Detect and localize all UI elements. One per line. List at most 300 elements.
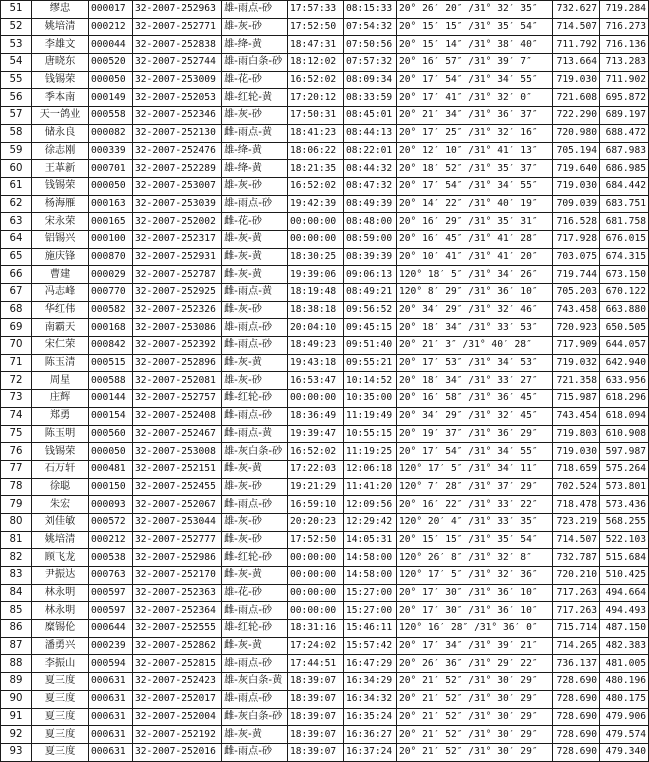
rank-cell: 59	[1, 142, 32, 160]
pigeon-description-cell: 雄-雨点-砂	[222, 319, 288, 337]
pigeon-description-cell: 雌-灰-黄	[222, 637, 288, 655]
rank-cell: 77	[1, 460, 32, 478]
pigeon-description-cell: 雌-灰-黄	[222, 248, 288, 266]
distance-cell: 709.039	[553, 195, 600, 213]
rank-cell: 63	[1, 213, 32, 231]
pigeon-description-cell: 雌-雨点-砂	[222, 743, 288, 761]
table-row	[1, 478, 649, 496]
distance-cell: 711.792	[553, 36, 600, 54]
coordinates-cell: 20° 18′ 52″ /31° 35′ 37″	[397, 160, 553, 178]
pigeon-description-cell: 雄-红轮-砂	[222, 620, 288, 638]
pigeon-description-cell: 雌-花-砂	[222, 213, 288, 231]
basket-time-cell: 19:21:29	[288, 478, 344, 496]
pigeon-description-cell: 雄-雨点-砂	[222, 1, 288, 19]
table-row	[1, 690, 649, 708]
pigeon-description-cell: 雌-灰-砂	[222, 531, 288, 549]
basket-time-cell: 00:00:00	[288, 390, 344, 408]
basket-time-cell: 17:44:51	[288, 655, 344, 673]
basket-time-cell: 00:00:00	[288, 584, 344, 602]
coordinates-cell: 20° 19′ 37″ /31° 36′ 29″	[397, 425, 553, 443]
ring-number-cell: 32-2007-252130	[133, 124, 222, 142]
member-id-cell: 000631	[89, 673, 133, 691]
coordinates-cell: 20° 21′ 52″ /31° 30′ 29″	[397, 743, 553, 761]
table-row	[1, 230, 649, 248]
basket-time-cell: 00:00:00	[288, 230, 344, 248]
ring-number-cell: 32-2007-253044	[133, 513, 222, 531]
owner-name-cell: 缪忠	[32, 1, 89, 19]
member-id-cell: 000597	[89, 584, 133, 602]
owner-name-cell: 糜锡伦	[32, 620, 89, 638]
speed-cell: 573.436	[600, 496, 649, 514]
basket-time-cell: 20:04:10	[288, 319, 344, 337]
arrival-time-cell: 08:44:13	[344, 124, 397, 142]
owner-name-cell: 徐志刚	[32, 142, 89, 160]
coordinates-cell: 20° 21′ 52″ /31° 30′ 29″	[397, 673, 553, 691]
arrival-time-cell: 16:47:29	[344, 655, 397, 673]
owner-name-cell: 夏三度	[32, 743, 89, 761]
arrival-time-cell: 07:57:32	[344, 54, 397, 72]
arrival-time-cell: 08:15:33	[344, 1, 397, 19]
distance-cell: 728.690	[553, 690, 600, 708]
member-id-cell: 000701	[89, 160, 133, 178]
arrival-time-cell: 10:55:15	[344, 425, 397, 443]
basket-time-cell: 18:39:07	[288, 690, 344, 708]
speed-cell: 644.057	[600, 337, 649, 355]
ring-number-cell: 32-2007-252787	[133, 266, 222, 284]
ring-number-cell: 32-2007-252053	[133, 89, 222, 107]
rank-cell: 64	[1, 230, 32, 248]
table-row	[1, 337, 649, 355]
coordinates-cell: 20° 15′ 15″ /31° 35′ 54″	[397, 18, 553, 36]
member-id-cell: 000044	[89, 36, 133, 54]
coordinates-cell: 20° 15′ 15″ /31° 35′ 54″	[397, 531, 553, 549]
arrival-time-cell: 08:33:59	[344, 89, 397, 107]
distance-cell: 717.909	[553, 337, 600, 355]
rank-cell: 53	[1, 36, 32, 54]
arrival-time-cell: 10:35:00	[344, 390, 397, 408]
ring-number-cell: 32-2007-252744	[133, 54, 222, 72]
ring-number-cell: 32-2007-252896	[133, 354, 222, 372]
basket-time-cell: 18:38:18	[288, 301, 344, 319]
arrival-time-cell: 07:50:56	[344, 36, 397, 54]
speed-cell: 618.094	[600, 407, 649, 425]
coordinates-cell: 20° 17′ 34″ /31° 39′ 21″	[397, 637, 553, 655]
ring-number-cell: 32-2007-252555	[133, 620, 222, 638]
speed-cell: 575.264	[600, 460, 649, 478]
distance-cell: 732.627	[553, 1, 600, 19]
arrival-time-cell: 12:09:56	[344, 496, 397, 514]
arrival-time-cell: 08:22:01	[344, 142, 397, 160]
speed-cell: 482.383	[600, 637, 649, 655]
coordinates-cell: 20° 17′ 54″ /31° 34′ 55″	[397, 443, 553, 461]
pigeon-description-cell: 雄-绛-黄	[222, 142, 288, 160]
coordinates-cell: 20° 17′ 54″ /31° 34′ 55″	[397, 71, 553, 89]
rank-cell: 71	[1, 354, 32, 372]
ring-number-cell: 32-2007-252081	[133, 372, 222, 390]
member-id-cell: 000149	[89, 89, 133, 107]
speed-cell: 689.197	[600, 107, 649, 125]
member-id-cell: 000631	[89, 708, 133, 726]
rank-cell: 93	[1, 743, 32, 761]
coordinates-cell: 20° 21′ 52″ /31° 30′ 29″	[397, 690, 553, 708]
owner-name-cell: 陈玉明	[32, 425, 89, 443]
coordinates-cell: 20° 34′ 29″ /31° 32′ 45″	[397, 407, 553, 425]
coordinates-cell: 120° 8′ 29″ /31° 36′ 10″	[397, 284, 553, 302]
distance-cell: 719.744	[553, 266, 600, 284]
owner-name-cell: 钱锡荣	[32, 177, 89, 195]
distance-cell: 719.030	[553, 177, 600, 195]
basket-time-cell: 17:57:33	[288, 1, 344, 19]
ring-number-cell: 32-2007-252346	[133, 107, 222, 125]
ring-number-cell: 32-2007-252476	[133, 142, 222, 160]
coordinates-cell: 120° 16′ 28″ /31° 36′ 0″	[397, 620, 553, 638]
ring-number-cell: 32-2007-252467	[133, 425, 222, 443]
rank-cell: 83	[1, 567, 32, 585]
pigeon-description-cell: 雄-灰-砂	[222, 107, 288, 125]
owner-name-cell: 天一鸽业	[32, 107, 89, 125]
pigeon-description-cell: 雄-红轮-黄	[222, 89, 288, 107]
rank-cell: 72	[1, 372, 32, 390]
member-id-cell: 000150	[89, 478, 133, 496]
table-row	[1, 54, 649, 72]
member-id-cell: 000515	[89, 354, 133, 372]
speed-cell: 695.872	[600, 89, 649, 107]
owner-name-cell: 徐聪	[32, 478, 89, 496]
table-row	[1, 584, 649, 602]
pigeon-description-cell: 雌-灰-黄	[222, 567, 288, 585]
basket-time-cell: 18:47:31	[288, 36, 344, 54]
ring-number-cell: 32-2007-253009	[133, 71, 222, 89]
rank-cell: 58	[1, 124, 32, 142]
speed-cell: 683.751	[600, 195, 649, 213]
distance-cell: 736.137	[553, 655, 600, 673]
ring-number-cell: 32-2007-252963	[133, 1, 222, 19]
coordinates-cell: 20° 12′ 10″ /31° 41′ 13″	[397, 142, 553, 160]
table-row	[1, 513, 649, 531]
owner-name-cell: 朱宏	[32, 496, 89, 514]
ring-number-cell: 32-2007-252002	[133, 213, 222, 231]
owner-name-cell: 王革新	[32, 160, 89, 178]
speed-cell: 713.283	[600, 54, 649, 72]
member-id-cell: 000050	[89, 71, 133, 89]
rank-cell: 90	[1, 690, 32, 708]
distance-cell: 721.358	[553, 372, 600, 390]
ring-number-cell: 32-2007-253008	[133, 443, 222, 461]
basket-time-cell: 18:31:16	[288, 620, 344, 638]
speed-cell: 515.684	[600, 549, 649, 567]
owner-name-cell: 姚培清	[32, 18, 89, 36]
distance-cell: 717.263	[553, 602, 600, 620]
coordinates-cell: 20° 14′ 22″ /31° 40′ 19″	[397, 195, 553, 213]
table-row	[1, 160, 649, 178]
rank-cell: 82	[1, 549, 32, 567]
coordinates-cell: 20° 26′ 36″ /31° 29′ 22″	[397, 655, 553, 673]
pigeon-description-cell: 雌-灰白条-砂	[222, 708, 288, 726]
distance-cell: 721.608	[553, 89, 600, 107]
owner-name-cell: 南霸天	[32, 319, 89, 337]
arrival-time-cell: 14:58:00	[344, 549, 397, 567]
distance-cell: 743.454	[553, 407, 600, 425]
speed-cell: 494.664	[600, 584, 649, 602]
table-row	[1, 71, 649, 89]
pigeon-description-cell: 雄-灰-砂	[222, 513, 288, 531]
rank-cell: 84	[1, 584, 32, 602]
distance-cell: 728.690	[553, 708, 600, 726]
distance-cell: 714.265	[553, 637, 600, 655]
speed-cell: 479.340	[600, 743, 649, 761]
owner-name-cell: 季本南	[32, 89, 89, 107]
member-id-cell: 000481	[89, 460, 133, 478]
ring-number-cell: 32-2007-252017	[133, 690, 222, 708]
pigeon-description-cell: 雄-绛-黄	[222, 160, 288, 178]
coordinates-cell: 20° 18′ 34″ /31° 33′ 53″	[397, 319, 553, 337]
member-id-cell: 000538	[89, 549, 133, 567]
arrival-time-cell: 08:59:00	[344, 230, 397, 248]
speed-cell: 522.103	[600, 531, 649, 549]
speed-cell: 687.983	[600, 142, 649, 160]
ring-number-cell: 32-2007-252408	[133, 407, 222, 425]
table-row	[1, 284, 649, 302]
rank-cell: 68	[1, 301, 32, 319]
basket-time-cell: 00:00:00	[288, 567, 344, 585]
arrival-time-cell: 09:55:21	[344, 354, 397, 372]
pigeon-description-cell: 雄-绛-黄	[222, 36, 288, 54]
distance-cell: 705.194	[553, 142, 600, 160]
coordinates-cell: 20° 21′ 52″ /31° 30′ 29″	[397, 708, 553, 726]
table-row	[1, 637, 649, 655]
owner-name-cell: 周星	[32, 372, 89, 390]
pigeon-description-cell: 雌-红轮-砂	[222, 390, 288, 408]
ring-number-cell: 32-2007-252363	[133, 584, 222, 602]
basket-time-cell: 18:49:23	[288, 337, 344, 355]
distance-cell: 720.923	[553, 319, 600, 337]
owner-name-cell: 唐晓东	[32, 54, 89, 72]
table-row	[1, 142, 649, 160]
rank-cell: 91	[1, 708, 32, 726]
member-id-cell: 000212	[89, 531, 133, 549]
speed-cell: 676.015	[600, 230, 649, 248]
owner-name-cell: 林永明	[32, 602, 89, 620]
distance-cell: 718.478	[553, 496, 600, 514]
arrival-time-cell: 12:29:42	[344, 513, 397, 531]
speed-cell: 479.574	[600, 726, 649, 744]
basket-time-cell: 17:50:31	[288, 107, 344, 125]
table-row	[1, 743, 649, 761]
arrival-time-cell: 08:45:01	[344, 107, 397, 125]
basket-time-cell: 17:20:12	[288, 89, 344, 107]
table-row	[1, 319, 649, 337]
owner-name-cell: 石万轩	[32, 460, 89, 478]
member-id-cell: 000631	[89, 743, 133, 761]
arrival-time-cell: 11:19:49	[344, 407, 397, 425]
arrival-time-cell: 11:19:25	[344, 443, 397, 461]
member-id-cell: 000520	[89, 54, 133, 72]
rank-cell: 88	[1, 655, 32, 673]
basket-time-cell: 16:52:02	[288, 177, 344, 195]
table-row	[1, 177, 649, 195]
speed-cell: 480.175	[600, 690, 649, 708]
basket-time-cell: 20:20:23	[288, 513, 344, 531]
table-row	[1, 602, 649, 620]
distance-cell: 702.524	[553, 478, 600, 496]
arrival-time-cell: 09:51:40	[344, 337, 397, 355]
basket-time-cell: 18:41:23	[288, 124, 344, 142]
pigeon-description-cell: 雄-灰-砂	[222, 177, 288, 195]
owner-name-cell: 曹建	[32, 266, 89, 284]
member-id-cell: 000029	[89, 266, 133, 284]
speed-cell: 610.908	[600, 425, 649, 443]
owner-name-cell: 刘佳敏	[32, 513, 89, 531]
member-id-cell: 000631	[89, 690, 133, 708]
owner-name-cell: 夏三度	[32, 690, 89, 708]
speed-cell: 716.136	[600, 36, 649, 54]
arrival-time-cell: 09:45:15	[344, 319, 397, 337]
rank-cell: 54	[1, 54, 32, 72]
arrival-time-cell: 09:06:13	[344, 266, 397, 284]
rank-cell: 80	[1, 513, 32, 531]
pigeon-description-cell: 雌-雨点-黄	[222, 425, 288, 443]
arrival-time-cell: 07:54:32	[344, 18, 397, 36]
coordinates-cell: 120° 20′ 4″ /31° 33′ 35″	[397, 513, 553, 531]
distance-cell: 743.458	[553, 301, 600, 319]
speed-cell: 650.505	[600, 319, 649, 337]
distance-cell: 719.803	[553, 425, 600, 443]
distance-cell: 705.203	[553, 284, 600, 302]
member-id-cell: 000154	[89, 407, 133, 425]
basket-time-cell: 19:39:47	[288, 425, 344, 443]
basket-time-cell: 00:00:00	[288, 549, 344, 567]
rank-cell: 51	[1, 1, 32, 19]
rank-cell: 92	[1, 726, 32, 744]
member-id-cell: 000239	[89, 637, 133, 655]
rank-cell: 87	[1, 637, 32, 655]
rank-cell: 79	[1, 496, 32, 514]
basket-time-cell: 17:22:03	[288, 460, 344, 478]
rank-cell: 86	[1, 620, 32, 638]
ring-number-cell: 32-2007-252067	[133, 496, 222, 514]
distance-cell: 722.290	[553, 107, 600, 125]
table-row	[1, 620, 649, 638]
distance-cell: 720.210	[553, 567, 600, 585]
rank-cell: 60	[1, 160, 32, 178]
basket-time-cell: 18:39:07	[288, 743, 344, 761]
distance-cell: 723.219	[553, 513, 600, 531]
distance-cell: 713.664	[553, 54, 600, 72]
speed-cell: 510.425	[600, 567, 649, 585]
table-row	[1, 496, 649, 514]
pigeon-description-cell: 雌-雨点-砂	[222, 496, 288, 514]
pigeon-description-cell: 雄-灰-黄	[222, 230, 288, 248]
ring-number-cell: 32-2007-252862	[133, 637, 222, 655]
rank-cell: 65	[1, 248, 32, 266]
basket-time-cell: 18:36:49	[288, 407, 344, 425]
pigeon-description-cell: 雄-灰-砂	[222, 372, 288, 390]
speed-cell: 480.196	[600, 673, 649, 691]
member-id-cell: 000631	[89, 726, 133, 744]
ring-number-cell: 32-2007-253007	[133, 177, 222, 195]
distance-cell: 717.263	[553, 584, 600, 602]
pigeon-description-cell: 雄-雨点-砂	[222, 655, 288, 673]
owner-name-cell: 夏三度	[32, 726, 89, 744]
basket-time-cell: 16:53:47	[288, 372, 344, 390]
arrival-time-cell: 08:39:39	[344, 248, 397, 266]
distance-cell: 719.032	[553, 354, 600, 372]
speed-cell: 618.296	[600, 390, 649, 408]
owner-name-cell: 钱锡荣	[32, 71, 89, 89]
table-row	[1, 443, 649, 461]
table-row	[1, 708, 649, 726]
rank-cell: 57	[1, 107, 32, 125]
owner-name-cell: 华红伟	[32, 301, 89, 319]
member-id-cell: 000144	[89, 390, 133, 408]
coordinates-cell: 120° 17′ 5″ /31° 32′ 36″	[397, 567, 553, 585]
speed-cell: 573.801	[600, 478, 649, 496]
owner-name-cell: 宋永荣	[32, 213, 89, 231]
speed-cell: 688.472	[600, 124, 649, 142]
ring-number-cell: 32-2007-252004	[133, 708, 222, 726]
pigeon-description-cell: 雄-雨白条-砂	[222, 54, 288, 72]
basket-time-cell: 18:06:22	[288, 142, 344, 160]
rank-cell: 67	[1, 284, 32, 302]
arrival-time-cell: 08:44:32	[344, 160, 397, 178]
basket-time-cell: 16:59:10	[288, 496, 344, 514]
member-id-cell: 000082	[89, 124, 133, 142]
table-row	[1, 390, 649, 408]
basket-time-cell: 18:19:48	[288, 284, 344, 302]
speed-cell: 716.273	[600, 18, 649, 36]
table-row	[1, 36, 649, 54]
arrival-time-cell: 15:27:00	[344, 584, 397, 602]
member-id-cell: 000100	[89, 230, 133, 248]
owner-name-cell: 庄辉	[32, 390, 89, 408]
table-row	[1, 655, 649, 673]
coordinates-cell: 20° 17′ 30″ /31° 36′ 10″	[397, 602, 553, 620]
table-row	[1, 531, 649, 549]
rank-cell: 70	[1, 337, 32, 355]
table-row	[1, 460, 649, 478]
coordinates-cell: 20° 18′ 34″ /31° 33′ 27″	[397, 372, 553, 390]
member-id-cell: 000558	[89, 107, 133, 125]
rank-cell: 85	[1, 602, 32, 620]
pigeon-description-cell: 雌-雨点-砂	[222, 407, 288, 425]
member-id-cell: 000168	[89, 319, 133, 337]
arrival-time-cell: 10:14:52	[344, 372, 397, 390]
basket-time-cell: 17:52:50	[288, 531, 344, 549]
member-id-cell: 000594	[89, 655, 133, 673]
member-id-cell: 000582	[89, 301, 133, 319]
rank-cell: 55	[1, 71, 32, 89]
member-id-cell: 000870	[89, 248, 133, 266]
member-id-cell: 000763	[89, 567, 133, 585]
coordinates-cell: 20° 16′ 58″ /31° 36′ 45″	[397, 390, 553, 408]
pigeon-description-cell: 雄-灰-黄	[222, 726, 288, 744]
ring-number-cell: 32-2007-253039	[133, 195, 222, 213]
arrival-time-cell: 12:06:18	[344, 460, 397, 478]
basket-time-cell: 18:21:35	[288, 160, 344, 178]
ring-number-cell: 32-2007-252192	[133, 726, 222, 744]
member-id-cell: 000644	[89, 620, 133, 638]
coordinates-cell: 20° 16′ 45″ /31° 41′ 28″	[397, 230, 553, 248]
basket-time-cell: 19:43:18	[288, 354, 344, 372]
owner-name-cell: 杨海雁	[32, 195, 89, 213]
basket-time-cell: 18:39:07	[288, 708, 344, 726]
speed-cell: 633.956	[600, 372, 649, 390]
rank-cell: 73	[1, 390, 32, 408]
coordinates-cell: 20° 10′ 41″ /31° 41′ 20″	[397, 248, 553, 266]
table-row	[1, 213, 649, 231]
coordinates-cell: 20° 17′ 41″ /31° 32′ 0″	[397, 89, 553, 107]
distance-cell: 714.507	[553, 18, 600, 36]
